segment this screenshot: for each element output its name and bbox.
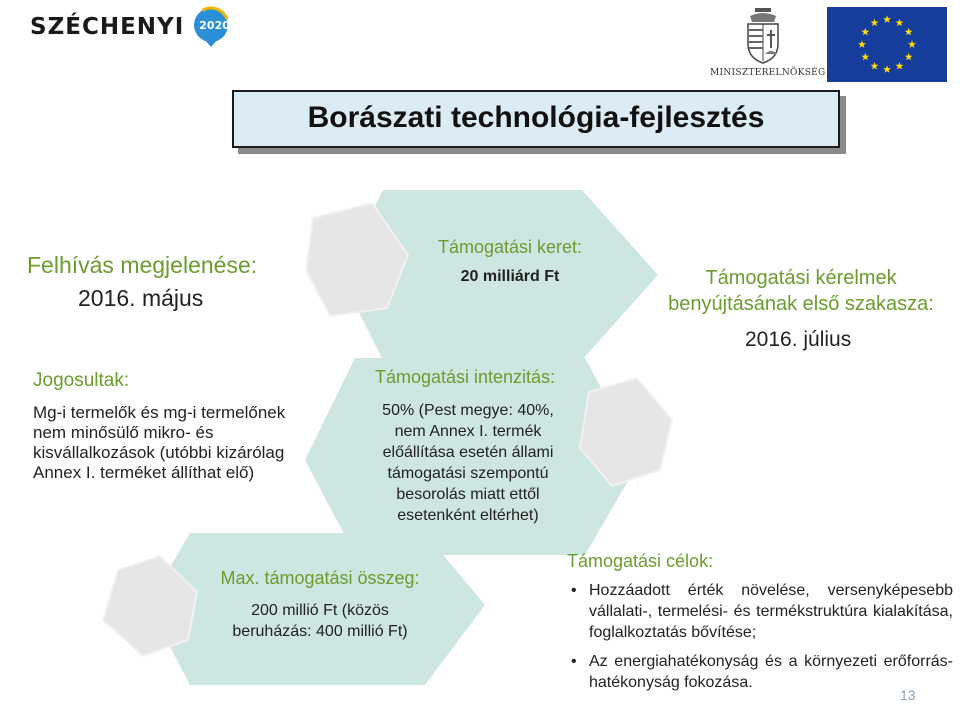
eu-star-icon — [871, 19, 879, 27]
eu-star-icon — [858, 40, 866, 48]
szechenyi-year: 2020 — [199, 19, 230, 32]
goals-list — [565, 580, 953, 693]
goal-item: • Hozzáadott érték növelése, versenyképesebb vállalati-, termelési- és termékstruktúra kialakítása, foglalkoztatás bővítése; — [565, 580, 953, 643]
max-amount-value: 200 millió Ft (közös beruházás: 400 millió Ft) — [232, 602, 408, 640]
eligible-value: Mg-i termelők és mg-i termelőnek nem minősülő mikro- és kisvállalkozások (utóbbi kizárólag Annex I. terméket állíthat elő) — [33, 403, 286, 482]
eu-stars-icon — [827, 7, 947, 82]
title-box — [232, 90, 840, 148]
goals-label: Támogatási célok: — [567, 551, 714, 571]
publication-value: 2016. május — [78, 285, 204, 311]
submission-label: Támogatási kérelmek benyújtásának első szakasza: — [668, 267, 934, 315]
page-title: Borászati technológia-fejlesztés — [307, 101, 765, 134]
szechenyi-logo — [30, 10, 232, 44]
goal-item: • Az energiahatékonyság és a környezeti erőforrás-hatékonyság fokozása. — [565, 651, 953, 693]
eu-star-icon — [908, 40, 916, 48]
publication-label: Felhívás megjelenése: — [27, 252, 258, 278]
budget-value: 20 milliárd Ft — [460, 268, 560, 285]
coat-of-arms-icon — [738, 8, 788, 64]
eu-star-icon — [883, 15, 891, 23]
eu-star-icon — [871, 62, 879, 70]
eu-star-icon — [896, 62, 904, 70]
eligible-label: Jogosultak: — [33, 370, 130, 391]
eu-star-icon — [861, 28, 869, 36]
page-number: 13 — [900, 687, 916, 703]
szechenyi-wordmark: SZÉCHENYI — [30, 14, 185, 40]
intensity-label: Támogatási intenzitás: — [374, 367, 556, 387]
eu-star-icon — [883, 65, 891, 73]
szechenyi-badge-icon — [190, 6, 232, 48]
ministry-label: MINISZTERELNÖKSÉG — [710, 68, 826, 78]
eu-star-icon — [861, 53, 869, 61]
submission-value: 2016. július — [745, 328, 852, 351]
eu-flag — [827, 7, 947, 82]
intensity-value: 50% (Pest megye: 40%, nem Annex I. termék előállítása esetén állami támogatási szempontú besorolás miatt ettől esetenként eltérhet) — [382, 402, 554, 524]
eu-star-icon — [905, 53, 913, 61]
eu-star-icon — [896, 19, 904, 27]
eu-star-icon — [905, 28, 913, 36]
budget-label: Támogatási keret: — [437, 237, 583, 257]
ministry-crest — [710, 8, 826, 80]
max-amount-label: Max. támogatási összeg: — [220, 568, 420, 588]
